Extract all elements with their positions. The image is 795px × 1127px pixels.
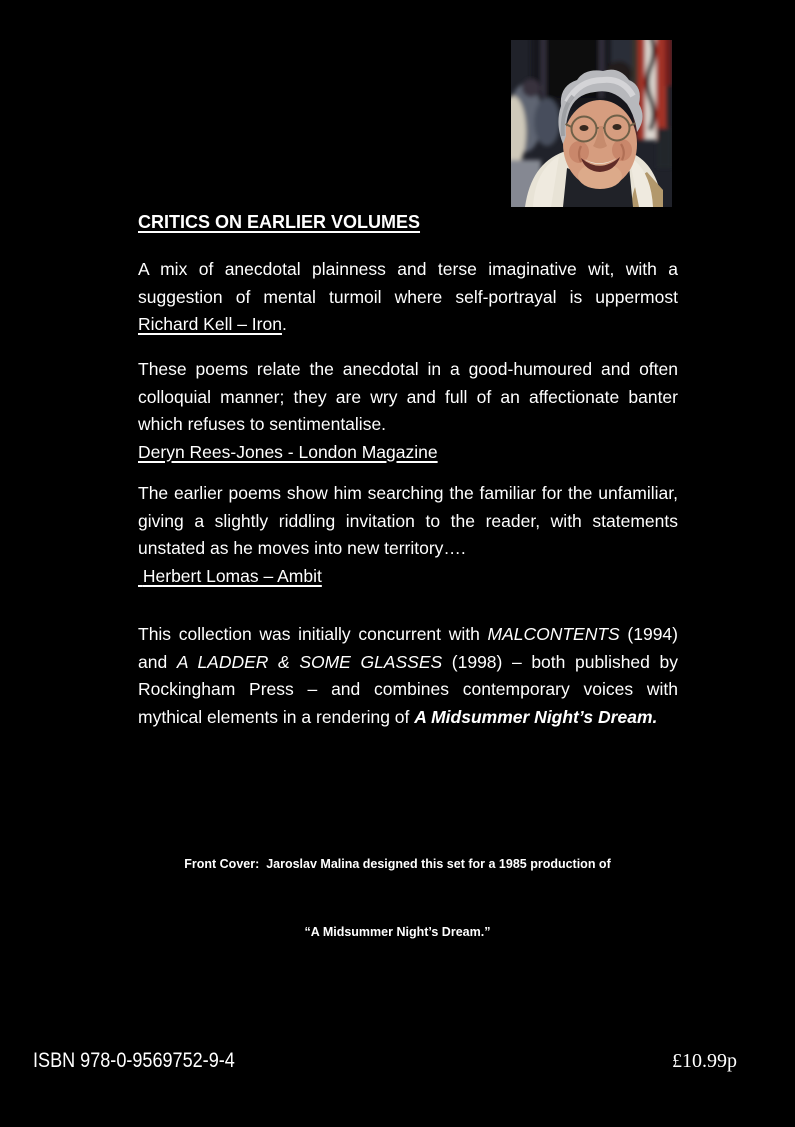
emphasized-text: A Midsummer Night’s Dream. xyxy=(414,706,658,727)
footer-row xyxy=(33,1049,737,1073)
critic-quote xyxy=(138,356,678,466)
text-line xyxy=(138,356,678,384)
critic-quote xyxy=(138,256,678,339)
text-segment: (1994) xyxy=(619,624,678,644)
text-segment: A mix of anecdotal plainness and terse imaginative wit, with a xyxy=(138,259,678,279)
text-segment: These poems relate the anecdotal in a good-humoured and often xyxy=(138,359,678,379)
text-segment: unstated as he moves into new territory…. xyxy=(138,538,466,558)
attribution-name: Herbert Lomas – Ambit xyxy=(138,565,322,586)
text-segment: This collection was initially concurrent with xyxy=(138,624,488,644)
quote-attribution xyxy=(138,563,678,591)
quote-attribution xyxy=(138,439,678,467)
text-segment: suggestion of mental turmoil where self-portrayal is uppermost xyxy=(138,286,678,307)
author-photo xyxy=(511,40,672,207)
text-segment: which refuses to sentimentalise. xyxy=(138,414,387,434)
text-line xyxy=(138,535,678,563)
text-line xyxy=(138,411,678,439)
collection-note xyxy=(138,621,678,731)
critic-quote xyxy=(138,480,678,590)
author-photo-illustration xyxy=(511,40,672,207)
text-line xyxy=(138,284,678,312)
text-line xyxy=(138,704,678,732)
price-text: £10.99p xyxy=(672,1050,737,1072)
text-line xyxy=(138,649,678,677)
attribution-name: Deryn Rees-Jones - London Magazine xyxy=(138,441,438,462)
quote-attribution xyxy=(138,311,678,339)
section-heading: CRITICS ON EARLIER VOLUMES xyxy=(138,212,421,232)
emphasized-text: A LADDER & SOME GLASSES xyxy=(176,651,443,672)
text-segment: The earlier poems show him searching the familiar for the unfamiliar, xyxy=(138,483,678,503)
text-line xyxy=(138,256,678,284)
text-line xyxy=(138,676,678,704)
emphasized-text: MALCONTENTS xyxy=(487,624,620,644)
front-cover-credit-line2: “A Midsummer Night’s Dream.” xyxy=(304,924,491,939)
attribution-suffix: . xyxy=(281,314,287,334)
front-cover-credit-line1: Front Cover: Jaroslav Malina designed this set for a 1985 production of xyxy=(184,857,611,871)
text-segment: and xyxy=(138,651,177,672)
text-line xyxy=(138,508,678,536)
front-cover-credit xyxy=(0,808,795,988)
text-segment: colloquial manner; they are wry and full of an affectionate banter xyxy=(138,386,678,407)
isbn-text: ISBN 978-0-9569752-9-4 xyxy=(33,1049,235,1072)
text-segment: giving a slightly riddling invitation to the reader, with statements xyxy=(138,510,678,531)
attribution-name: Richard Kell – Iron xyxy=(138,314,282,334)
text-segment: Rockingham Press – and combines contemporary voices with xyxy=(138,679,678,699)
text-line xyxy=(138,621,678,649)
text-line xyxy=(138,480,678,508)
text-line xyxy=(138,384,678,412)
text-segment: (1998) – both published by xyxy=(442,651,678,672)
text-segment: mythical elements in a rendering of xyxy=(138,706,415,727)
